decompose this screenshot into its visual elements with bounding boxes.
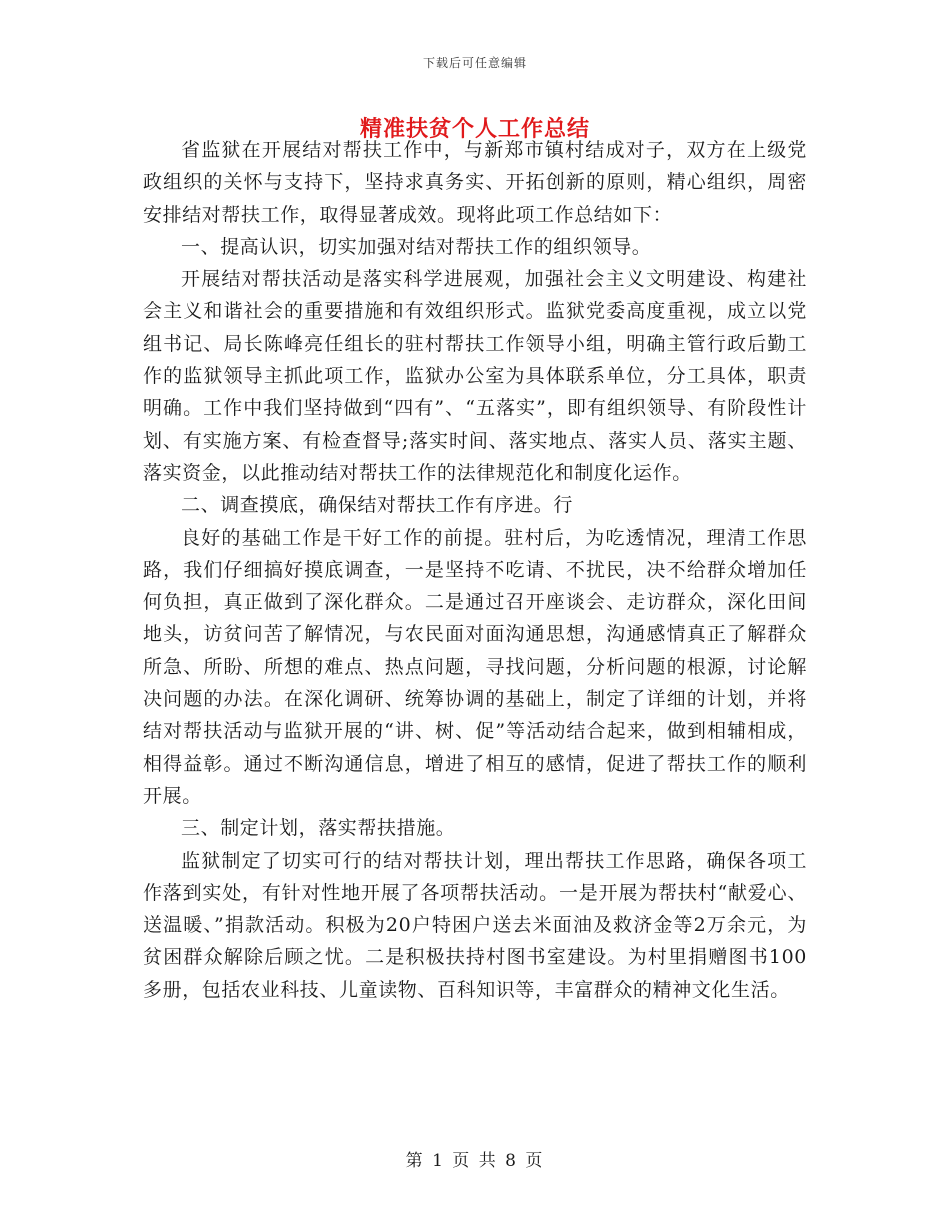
section-heading-2: 二、调查摸底，确保结对帮扶工作有序进。行 (181, 494, 574, 517)
section-heading-1: 一、提高认识，切实加强对结对帮扶工作的组织领导。 (181, 235, 652, 258)
document-title: 精准扶贫个人工作总结 (359, 116, 590, 142)
section-heading-3: 三、制定计划，落实帮扶措施。 (181, 817, 456, 840)
page-number-footer: 第 1 页 共 8 页 (405, 1151, 545, 1171)
paragraph-section-3: 监狱制定了切实可行的结对帮扶计划，理出帮扶工作思路，确保各项工作落到实处，有针对性地开展了各项帮扶活动。一是开展为帮扶村“献爱心、送温暖、”捐款活动。积极为20户特困户送去米面油及救济金等2万余元，为贫困群众解除后顾之忧。二是积极扶持村图书室建设。为村里捐赠图书100多册，包括农业科技、儿童读物、百科知识等，丰富群众的精神文化生活。 (143, 849, 807, 1001)
paragraph-section-1: 开展结对帮扶活动是落实科学进展观，加强社会主义文明建设、构建社会主义和谐社会的重要措施和有效组织形式。监狱党委高度重视，成立以党组书记、局长陈峰亮任组长的驻村帮扶工作领导小组，明确主管行政后勤工作的监狱领导主抓此项工作，监狱办公室为具体联系单位，分工具体，职责明确。工作中我们坚持做到“四有”、“五落实”，即有组织领导、有阶段性计划、有实施方案、有检查督导;落实时间、落实地点、落实人员、落实主题、落实资金，以此推动结对帮扶工作的法律规范化和制度化运作。 (143, 268, 807, 484)
header-note: 下载后可任意编辑 (422, 56, 527, 70)
paragraph-intro: 省监狱在开展结对帮扶工作中，与新郑市镇村结成对子，双方在上级党政组织的关怀与支持下，坚持求真务实、开拓创新的原则，精心组织，周密安排结对帮扶工作，取得显著成效。现将此项工作总结如下： (143, 139, 807, 226)
paragraph-section-2: 良好的基础工作是干好工作的前提。驻村后，为吃透情况，理清工作思路，我们仔细搞好摸底调查，一是坚持不吃请、不扰民，决不给群众增加任何负担，真正做到了深化群众。二是通过召开座谈会、走访群众，深化田间地头，访贫问苦了解情况，与农民面对面沟通思想，沟通感情真正了解群众所急、所盼、所想的难点、热点问题，寻找问题，分析问题的根源，讨论解决问题的办法。在深化调研、统筹协调的基础上，制定了详细的计划，并将结对帮扶活动与监狱开展的“讲、树、促”等活动结合起来，做到相辅相成，相得益彰。通过不断沟通信息，增进了相互的感情，促进了帮扶工作的顺利开展。 (143, 526, 807, 807)
document-body (143, 134, 807, 1006)
